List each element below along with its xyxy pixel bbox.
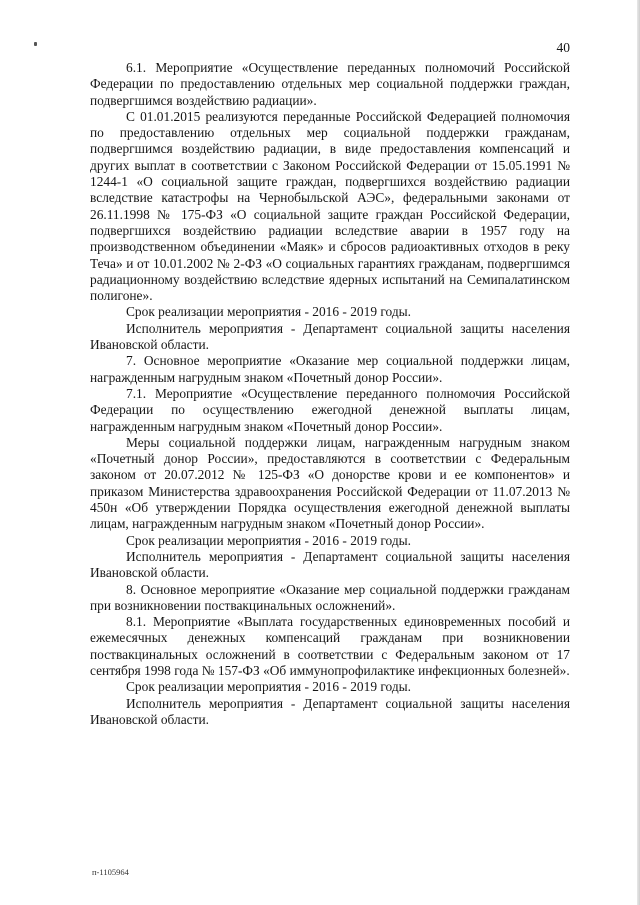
paragraph-6-1-term: Срок реализации мероприятия - 2016 - 2019 годы. (126, 304, 411, 320)
paragraph-7-1-description: Меры социальной поддержки лицам, награжденным нагрудным знаком «Почетный донор России», предоставляются в соответствии с Федеральным законом от 20.07.2012 № 125-ФЗ «О донорстве крови и ее компонентов» и приказом Министерства здравоохранения Российской Федерации от 11.07.2013 № 450н «Об утверждении Порядка осуществления ежегодной денежной выплаты лицам, награжденным нагрудным знаком «Почетный донор России». (90, 434, 570, 532)
scan-speck (34, 42, 37, 46)
paragraph-7-1-term: Срок реализации мероприятия - 2016 - 2019 годы. (126, 532, 411, 548)
paragraph-8-1-title: 8.1. Мероприятие «Выплата государственных единовременных пособий и ежемесячных денежных компенсаций гражданам при возникновении поствакцинальных осложнений в соответствии с Федеральным законом от 17 сентября 1998 года № 157-ФЗ «Об иммунопрофилактике инфекционных болезней». (90, 614, 570, 678)
paragraph-6-1-executor: Исполнитель мероприятия - Департамент социальной защиты населения Ивановской области. (90, 320, 570, 353)
page-number: 40 (556, 40, 570, 55)
paragraph-8-1-term: Срок реализации мероприятия - 2016 - 2019 годы. (126, 679, 411, 695)
document-body (90, 60, 570, 728)
paragraph-7-1-executor: Исполнитель мероприятия - Департамент социальной защиты населения Ивановской области. (90, 548, 570, 581)
paragraph-8-1-executor: Исполнитель мероприятия - Департамент социальной защиты населения Ивановской области. (90, 695, 570, 727)
paragraph-6-1-title: 6.1. Мероприятие «Осуществление переданных полномочий Российской Федерации по предоставлению отдельных мер социальной поддержки граждан, подвергшимся воздействию радиации». (90, 60, 570, 108)
paragraph-7-title: 7. Основное мероприятие «Оказание мер социальной поддержки лицам, награжденным нагрудным знаком «Почетный донор России». (90, 353, 570, 385)
paragraph-6-1-description: С 01.01.2015 реализуются переданные Российской Федерацией полномочия по предоставлению отдельных мер социальной поддержки гражданам, подвергшимся воздействию радиации, в виде предоставления компенсаций и других выплат в соответствии с Законом Российской Федерации от 15.05.1991 № 1244-1 «О социальной защите граждан, подвергшихся воздействию радиации вследствие катастрофы на Чернобыльской АЭС», федеральными законами от 26.11.1998 № 175-ФЗ «О социальной защите граждан Российской Федерации, подвергшихся воздействию радиации вследствие аварии в 1957 году на производственном объединении «Маяк» и сбросов радиоактивных отходов в реку Теча» и от 10.01.2002 № 2-ФЗ «О социальных гарантиях гражданам, подвергшимся радиационному воздействию вследствие ядерных испытаний на Семипалатинском полигоне». (90, 108, 570, 304)
document-code: п-1105964 (92, 867, 129, 877)
paragraph-8-title: 8. Основное мероприятие «Оказание мер социальной поддержки гражданам при возникновении поствакцинальных осложнений». (90, 581, 570, 613)
paragraph-7-1-title: 7.1. Мероприятие «Осуществление переданного полномочия Российской Федерации по осуществлению ежегодной денежной выплаты лицам, награжденным нагрудным знаком «Почетный донор России». (90, 385, 570, 434)
